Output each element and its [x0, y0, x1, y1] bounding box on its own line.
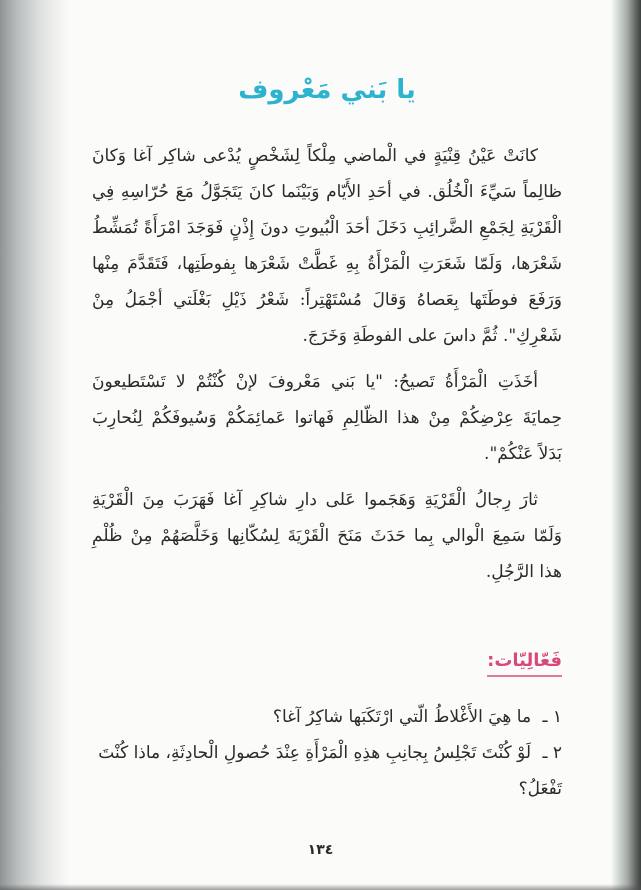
page-content: [92, 60, 562, 807]
story-paragraph: ثارَ رِجالُ الْقَرْيَةِ وَهَجَموا عَلى دارِ شاكِرِ آغا فَهَرَبَ مِنَ الْقَرْيَةِ وَلَمّا سَمِعَ الْوالي بِما حَدَثَ مَنَحَ الْقَرْيَةَ لِسُكّانِها وَخَلَّصَهُمْ مِنْ ظُلْمِ هذا الرَّجُلِ.: [92, 490, 562, 582]
story-paragraph: أخَذَتِ الْمَرْأَةُ تَصيحُ: "يا بَني مَعْروفَ لإنْ كُنْتُمْ لا تَسْتَطيعونَ حِمايَةَ عِرْضِكُمْ مِنْ هذا الظّالِمِ فَهاتوا عَمائِمَكُمْ وَسُيوفَكُمْ لِنُحارِبَ بَدَلاً عَنْكُمْ".: [92, 372, 562, 464]
page-edge-shadow: [611, 0, 641, 890]
activities-heading: فَعّالِيّات:: [487, 650, 562, 677]
binding-shadow: [0, 0, 70, 890]
activity-question: ما هِيَ الأَغْلاطُ الّتي ارْتَكَبَها شاكِرُ آغا؟: [272, 707, 532, 727]
activity-number: ١ ـ: [542, 707, 562, 727]
page-bottom-edge: [0, 884, 641, 890]
activity-item: [92, 699, 562, 735]
activities-list: [92, 699, 562, 807]
activity-number: ٢ ـ: [542, 743, 562, 763]
activity-item: [92, 735, 562, 807]
activity-question: لَوْ كُنْتَ تَجْلِسُ بِجانِبِ هذِهِ الْمَرْأَةِ عِنْدَ حُصولِ الْحادِثَةِ، ماذا كُنْتَ تَفْعَلُ؟: [98, 743, 562, 799]
story-paragraph: كانَتْ عَيْنُ قِنْيَةٍ في الْماضي مِلْكاً لِشَخْصٍ يُدْعى شاكِر آغا وَكانَ ظالِماً سَيِّءَ الْخُلُق. في أحَدِ الأَيّام وَبَيْنَما كانَ يَتَجَوَّلُ مَعَ حُرّاسِهِ فِي الْقَرْيَةِ لِجَمْعِ الضَّرائِبِ دَخَلَ أحَدَ الْبُيوتِ دونَ إِذْنٍ فَوَجَدَ امْرَأَةً تُمَشِّطُ شَعْرَها، وَلَمّا شَعَرَتِ الْمَرْأَةُ بِهِ غَطَّتْ شَعْرَها بِفوطَتِها، فَتَقَدَّمَ مِنْها وَرَفَعَ فوطَتَها بِعَصاهُ وَقالَ مُسْتَهْتِراً: شَعْرُ ذَيْلِ بَغْلَتي أجْمَلُ مِنْ شَعْرِكِ". ثُمَّ داسَ على الفوطَةِ وَخَرَجَ.: [92, 146, 562, 346]
story-body: [92, 138, 562, 590]
story-title: يا بَني مَعْروف: [238, 75, 416, 105]
activities-section: [92, 600, 562, 807]
page-number: ١٣٤: [307, 842, 334, 858]
